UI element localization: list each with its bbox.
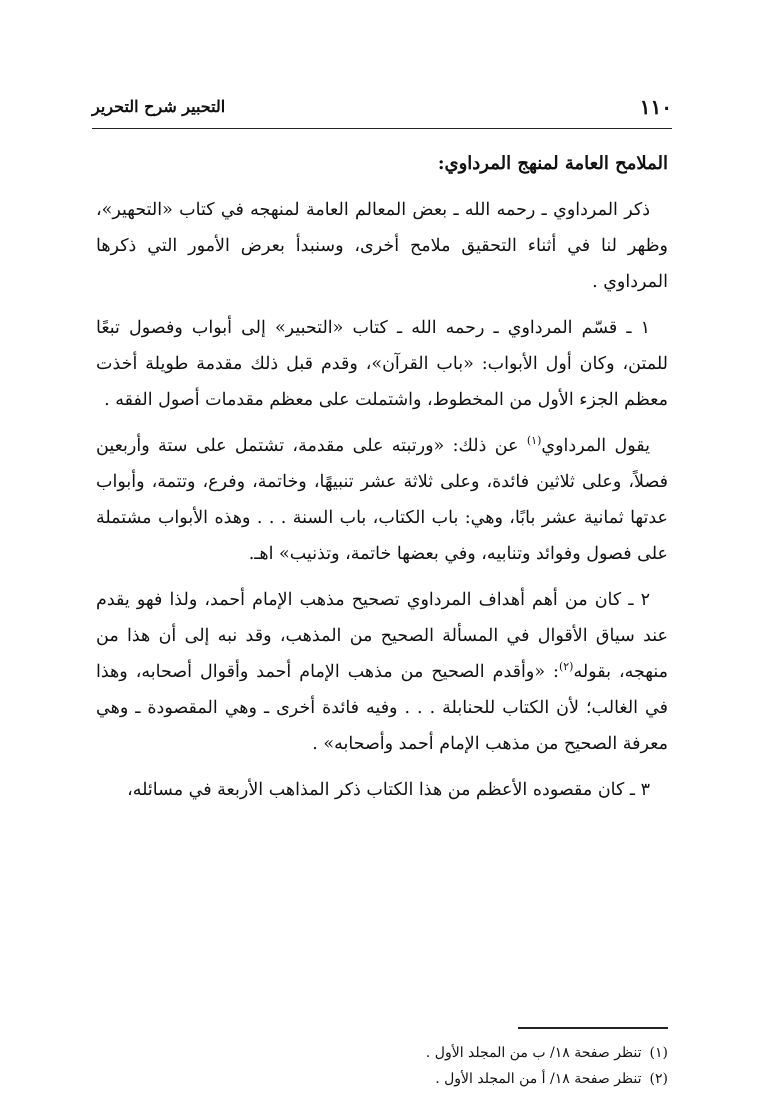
section-heading: الملامح العامة لمنهج المرداوي: <box>437 153 668 174</box>
quote-1-paragraph <box>96 428 668 572</box>
footnote-2 <box>108 1066 668 1092</box>
running-header <box>92 95 672 125</box>
intro-paragraph: ذكر المرداوي ـ رحمه الله ـ بعض المعالم العامة لمنهجه في كتاب «التحهير»، وظهر لنا في أثناء التحقيق ملامح أخرى، وسنبدأ بعرض الأمور التي ذكرها المرداوي . <box>96 200 668 292</box>
footnote-text: تنظر صفحة ١٨/ ب من المجلد الأول . <box>425 1045 642 1061</box>
quote-1-text: عن ذلك: «ورتبته على مقدمة، تشتمل على ستة وأربعين فصلاً، وعلى ثلاثين فائدة، وعلى ثلاثة عشر تنبيهًا، وخاتمة، وفرع، وتتمة، وأبواب عدتها ثمانية عشر بابًا، وهي: باب الكتاب، باب السنة . . . وهذه الأبواب مشتملة على فصول وفوائد وتنابيه، وفي بعضها خاتمة، وتذنيب» اهـ. <box>96 436 668 564</box>
quote-1-lead: يقول المرداوي <box>541 436 651 456</box>
item-2-paragraph <box>96 582 668 762</box>
header-divider <box>92 128 672 129</box>
item-2-text: : «وأقدم الصحيح من مذهب الإمام أحمد وأقوال أصحابه، وهذا في الغالب؛ لأن الكتاب للحنابلة . . . وفيه فائدة أخرى ـ وهي المقصودة ـ وهي معرفة الصحيح من مذهب الإمام أحمد وأصحابه» . <box>96 662 668 754</box>
page-number: ١١٠ <box>639 95 672 119</box>
footnote-number: (٢) <box>649 1071 668 1087</box>
footnote-number: (١) <box>649 1045 668 1061</box>
footnote-divider <box>518 1027 668 1029</box>
main-content <box>96 150 668 818</box>
running-title: التحبير شرح التحرير <box>92 97 226 116</box>
footnotes <box>108 1040 668 1092</box>
footnote-ref-1[interactable]: (١) <box>526 434 542 448</box>
item-2-lead: ٢ ـ كان من أهم أهداف المرداوي تصحيح مذهب الإمام أحمد، ولذا فهو يقدم عند سياق الأقوال في المسألة الصحيح من المذهب، وقد نبه إلى أن هذا من منهجه، بقوله <box>96 590 669 682</box>
item-3-paragraph: ٣ ـ كان مقصوده الأعظم من هذا الكتاب ذكر المذاهب الأربعة في مسائله، <box>127 780 650 800</box>
item-1-paragraph: ١ ـ قسّم المرداوي ـ رحمه الله ـ كتاب «التحبير» إلى أبواب وفصول تبعًا للمتن، وكان أول الأبواب: «باب القرآن»، وقدم قبل ذلك مقدمة طويلة أخذت معظم الجزء الأول من المخطوط، واشتملت على معظم مقدمات أصول الفقه . <box>96 318 668 410</box>
footnote-ref-2[interactable]: (٢) <box>558 660 574 674</box>
footnote-text: تنظر صفحة ١٨/ أ من المجلد الأول . <box>435 1071 642 1087</box>
footnote-1 <box>108 1040 668 1066</box>
